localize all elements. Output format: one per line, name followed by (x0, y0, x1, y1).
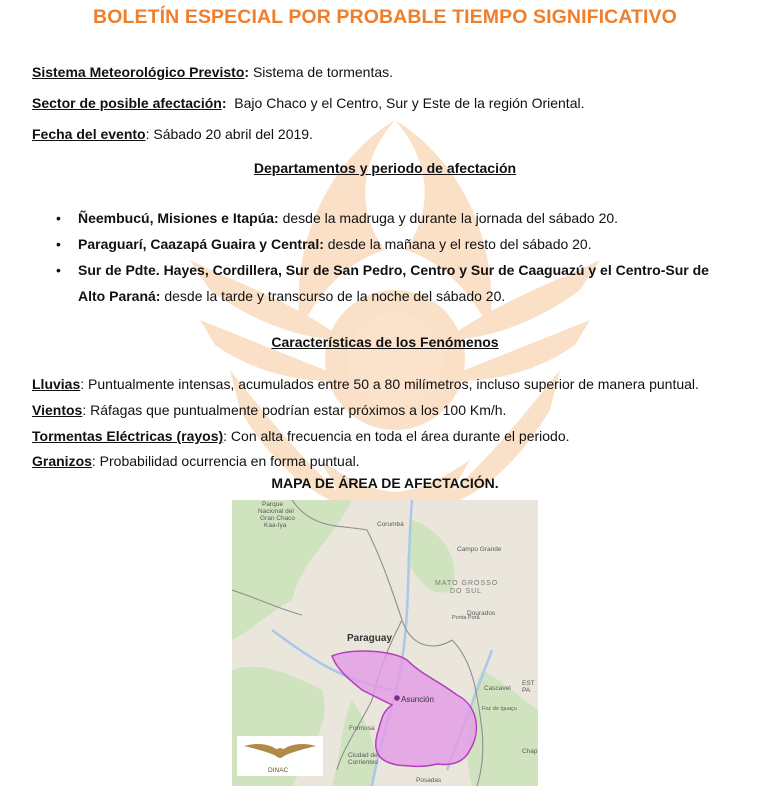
departamentos-list (48, 205, 738, 309)
asuncion-marker (394, 695, 400, 701)
map-label: EST (522, 680, 535, 687)
paraguay-label: Paraguay (347, 633, 393, 644)
bulletin-title: BOLETÍN ESPECIAL POR PROBABLE TIEMPO SIGNIFICATIVO (93, 6, 677, 28)
departamentos-heading: Departamentos y periodo de afectación (253, 160, 517, 176)
feature-text: : Ráfagas que puntualmente podrían estar próximos a los 100 Km/h. (82, 402, 507, 418)
feature-tormentas (32, 428, 570, 444)
feature-label: Lluvias (32, 376, 81, 392)
map-label: Corrientes (348, 759, 378, 766)
map-label: Ponta Porã (452, 615, 480, 621)
sector-value: Bajo Chaco y el Centro, Sur y Este de la región Oriental. (234, 95, 585, 111)
dept-names: Ñeembucú, Misiones e Itapúa: (78, 210, 279, 226)
feature-lluvias (32, 376, 699, 392)
fecha-label: Fecha del evento (32, 126, 146, 142)
feature-text: : Probabilidad ocurrencia en forma puntual. (91, 453, 360, 469)
dept-period: desde la tarde y transcurso de la noche del sábado 20. (160, 288, 506, 304)
map-label: Formosa (349, 725, 375, 732)
map-label: Foz do Iguaçu (482, 706, 517, 712)
feature-text: : Puntualmente intensas, acumulados entre 50 a 80 milímetros, incluso superior de manera puntual. (80, 376, 699, 392)
feature-label: Vientos (32, 402, 83, 418)
feature-granizos (32, 453, 360, 469)
bullet-icon: • (56, 262, 61, 278)
dept-names: Sur de Pdte. Hayes, Cordillera, Sur de San Pedro, Centro y Sur de Caaguazú y el Centro-Sur de Alto Paraná: (78, 262, 709, 304)
map-label: PA (522, 687, 531, 694)
dept-period: desde la mañana y el resto del sábado 20. (323, 236, 592, 252)
map-label: Dourados (467, 610, 496, 617)
feature-vientos (32, 402, 506, 418)
affected-area-map[interactable] (232, 500, 538, 786)
map-title: MAPA DE ÁREA DE AFECTACIÓN. (271, 475, 499, 491)
map-label: DO SUL (450, 588, 483, 595)
caracteristicas-heading: Características de los Fenómenos (271, 334, 499, 350)
map-label: Ciudad de (348, 752, 378, 759)
sector-line: Sector de posible afectación: Bajo Chaco y el Centro, Sur y Este de la región Oriental. (32, 95, 585, 111)
map-label: Campo Grande (457, 546, 502, 553)
dept-names: Paraguarí, Caazapá Guaira y Central: (78, 236, 324, 252)
map-label: MATO GROSSO (435, 580, 499, 587)
map-label: Kaa-Iya (264, 522, 287, 529)
list-item (48, 231, 738, 257)
list-item (48, 205, 738, 231)
map-label: Corumbá (377, 521, 404, 528)
map-label: Posadas (416, 777, 442, 784)
map-label: Gran Chaco (260, 515, 296, 522)
dept-period: desde la madruga y durante la jornada del sábado 20. (278, 210, 619, 226)
bullet-icon: • (56, 236, 61, 252)
feature-text: : Con alta frecuencia en toda el área durante el periodo. (223, 428, 570, 444)
list-item (48, 257, 738, 309)
logo-text: DINAC (268, 767, 289, 774)
sistema-label: Sistema Meteorológico Previsto (32, 64, 245, 80)
fecha-value: Sábado 20 abril del 2019. (153, 126, 313, 142)
dinac-logo (237, 736, 323, 776)
fecha-line: Fecha del evento: Sábado 20 abril del 2019. (32, 126, 313, 142)
map-label: Cascavel (484, 685, 511, 692)
sistema-line: Sistema Meteorológico Previsto: Sistema de tormentas. (32, 64, 394, 80)
bullet-icon: • (56, 210, 61, 226)
sistema-value: Sistema de tormentas. (252, 64, 394, 80)
feature-label: Granizos (32, 453, 92, 469)
asuncion-label: Asunción (401, 695, 434, 704)
map-label: Parque (262, 501, 283, 508)
feature-label: Tormentas Eléctricas (rayos) (32, 428, 224, 444)
sector-label: Sector de posible afectación (32, 95, 222, 111)
map-label: Chap (522, 748, 538, 755)
map-label: Nacional del (258, 508, 294, 515)
